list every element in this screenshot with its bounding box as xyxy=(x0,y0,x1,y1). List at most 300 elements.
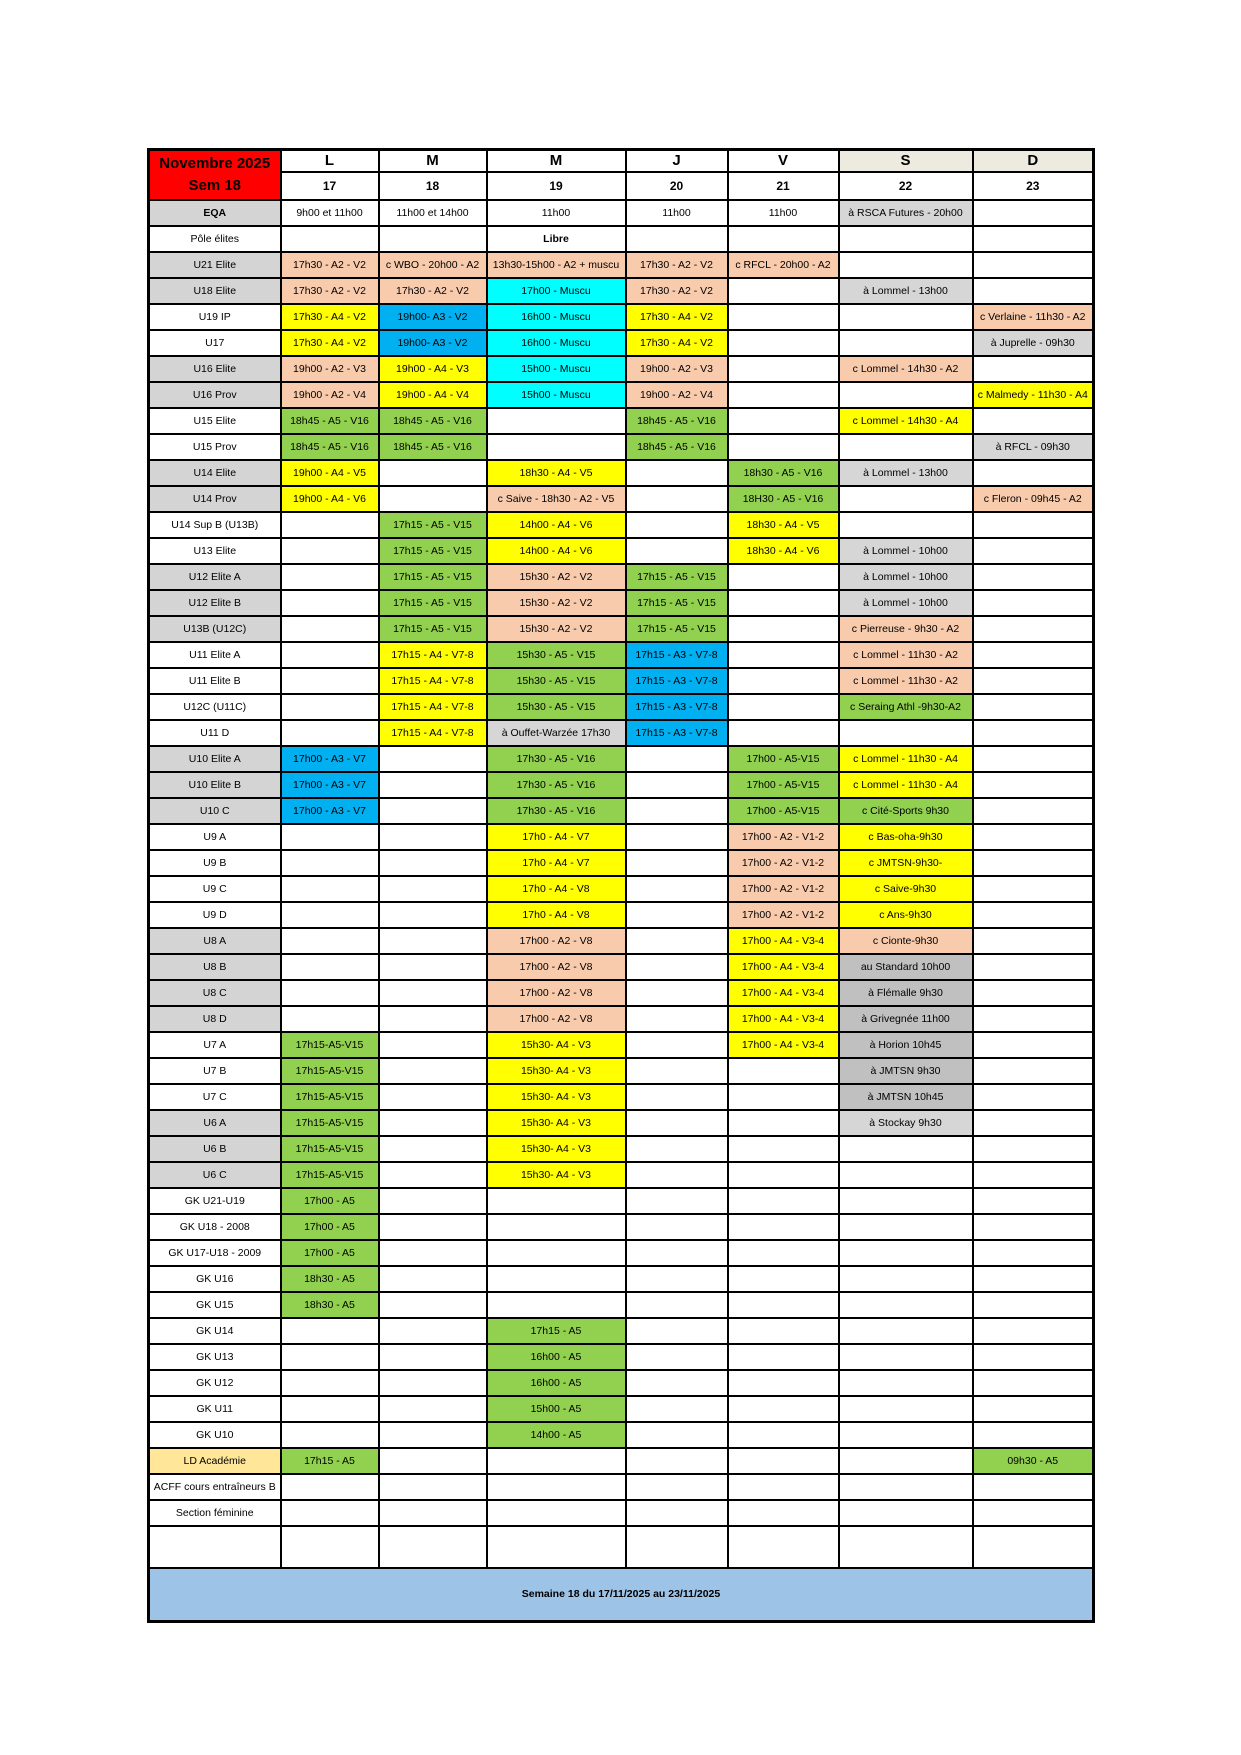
schedule-cell xyxy=(728,1292,839,1318)
schedule-cell xyxy=(626,798,728,824)
schedule-cell: c Lommel - 14h30 - A2 xyxy=(839,356,973,382)
schedule-cell: 19h00- A3 - V2 xyxy=(379,304,487,330)
schedule-cell xyxy=(728,1058,839,1084)
schedule-cell: c Saive-9h30 xyxy=(839,876,973,902)
schedule-cell: 18h30 - A5 xyxy=(281,1292,379,1318)
schedule-cell xyxy=(973,538,1094,564)
row-label: U10 Elite A xyxy=(149,746,281,772)
schedule-cell: 17h00 - A5-V15 xyxy=(728,746,839,772)
schedule-cell xyxy=(379,1240,487,1266)
schedule-cell xyxy=(626,1110,728,1136)
schedule-cell xyxy=(839,304,973,330)
schedule-row xyxy=(149,382,1094,408)
schedule-cell: 11h00 xyxy=(487,200,626,226)
row-label: U11 Elite A xyxy=(149,642,281,668)
schedule-cell xyxy=(839,512,973,538)
day-number-cell: 18 xyxy=(379,172,487,200)
schedule-cell: 17h00 - A2 - V8 xyxy=(487,980,626,1006)
schedule-row xyxy=(149,1110,1094,1136)
schedule-cell xyxy=(728,720,839,746)
schedule-cell xyxy=(973,1214,1094,1240)
schedule-row xyxy=(149,564,1094,590)
row-label: U9 C xyxy=(149,876,281,902)
schedule-cell xyxy=(973,694,1094,720)
day-number-cell: 22 xyxy=(839,172,973,200)
schedule-cell xyxy=(973,1422,1094,1448)
schedule-cell: c Lommel - 11h30 - A2 xyxy=(839,668,973,694)
schedule-cell xyxy=(379,1266,487,1292)
schedule-cell: 17h15 - A3 - V7-8 xyxy=(626,694,728,720)
schedule-cell xyxy=(626,1500,728,1526)
row-label: U16 Elite xyxy=(149,356,281,382)
schedule-row xyxy=(149,512,1094,538)
schedule-cell xyxy=(626,1032,728,1058)
schedule-cell: 15h00 - Muscu xyxy=(487,382,626,408)
schedule-cell xyxy=(839,1162,973,1188)
schedule-cell: 13h30-15h00 - A2 + muscu xyxy=(487,252,626,278)
schedule-cell: 17h15-A5-V15 xyxy=(281,1136,379,1162)
schedule-header xyxy=(149,150,1094,200)
schedule-row xyxy=(149,1292,1094,1318)
schedule-cell: 17h00 - A2 - V1-2 xyxy=(728,902,839,928)
schedule-cell xyxy=(973,928,1094,954)
schedule-cell xyxy=(281,928,379,954)
schedule-row xyxy=(149,330,1094,356)
schedule-cell xyxy=(626,1006,728,1032)
schedule-cell xyxy=(626,1240,728,1266)
schedule-row xyxy=(149,1500,1094,1526)
schedule-row xyxy=(149,1448,1094,1474)
schedule-cell xyxy=(839,1474,973,1500)
schedule-cell: à Grivegnée 11h00 xyxy=(839,1006,973,1032)
schedule-cell xyxy=(973,616,1094,642)
row-label: U9 D xyxy=(149,902,281,928)
schedule-cell: 17h15 - A5 - V15 xyxy=(379,512,487,538)
row-label: U10 Elite B xyxy=(149,772,281,798)
schedule-cell xyxy=(487,1474,626,1500)
schedule-cell xyxy=(626,1058,728,1084)
schedule-cell: 15h30- A4 - V3 xyxy=(487,1110,626,1136)
schedule-cell xyxy=(728,1318,839,1344)
schedule-cell xyxy=(626,1292,728,1318)
schedule-cell xyxy=(728,642,839,668)
schedule-cell xyxy=(379,850,487,876)
row-label: U11 D xyxy=(149,720,281,746)
schedule-cell: c Bas-oha-9h30 xyxy=(839,824,973,850)
schedule-cell: à Flémalle 9h30 xyxy=(839,980,973,1006)
schedule-cell: à JMTSN 9h30 xyxy=(839,1058,973,1084)
row-label: U8 D xyxy=(149,1006,281,1032)
schedule-cell xyxy=(728,304,839,330)
schedule-cell: 16h00 - A5 xyxy=(487,1370,626,1396)
schedule-cell xyxy=(379,1500,487,1526)
schedule-cell xyxy=(379,1396,487,1422)
schedule-cell: 18h30 - A5 xyxy=(281,1266,379,1292)
schedule-cell xyxy=(379,226,487,252)
schedule-cell xyxy=(626,1396,728,1422)
schedule-cell xyxy=(626,980,728,1006)
schedule-cell xyxy=(626,460,728,486)
schedule-cell xyxy=(487,1292,626,1318)
schedule-cell xyxy=(839,1136,973,1162)
schedule-cell: à Lommel - 13h00 xyxy=(839,460,973,486)
schedule-cell: 17h00 - A4 - V3-4 xyxy=(728,980,839,1006)
schedule-cell xyxy=(973,1110,1094,1136)
schedule-cell: 17h30 - A2 - V2 xyxy=(626,278,728,304)
schedule-row xyxy=(149,1188,1094,1214)
schedule-cell: 17h15 - A5 - V15 xyxy=(626,590,728,616)
schedule-cell: 18h45 - A5 - V16 xyxy=(281,434,379,460)
schedule-cell: à Horion 10h45 xyxy=(839,1032,973,1058)
schedule-cell xyxy=(973,824,1094,850)
row-label: GK U18 - 2008 xyxy=(149,1214,281,1240)
schedule-cell xyxy=(281,1006,379,1032)
schedule-cell xyxy=(379,1110,487,1136)
schedule-cell xyxy=(626,772,728,798)
schedule-cell: à Lommel - 10h00 xyxy=(839,590,973,616)
month-week-title xyxy=(149,150,281,200)
row-label: GK U16 xyxy=(149,1266,281,1292)
day-letter-cell: M xyxy=(379,150,487,172)
row-label: U14 Elite xyxy=(149,460,281,486)
schedule-cell xyxy=(487,408,626,434)
schedule-row xyxy=(149,668,1094,694)
schedule-cell: 15h30- A4 - V3 xyxy=(487,1136,626,1162)
schedule-cell xyxy=(379,902,487,928)
schedule-table xyxy=(147,148,1095,1623)
schedule-cell: 17h15 - A4 - V7-8 xyxy=(379,642,487,668)
schedule-cell xyxy=(839,486,973,512)
row-label: GK U13 xyxy=(149,1344,281,1370)
schedule-cell xyxy=(281,642,379,668)
schedule-cell xyxy=(626,1526,728,1568)
schedule-cell xyxy=(626,1266,728,1292)
schedule-cell xyxy=(281,824,379,850)
schedule-cell: 17h15-A5-V15 xyxy=(281,1110,379,1136)
schedule-row xyxy=(149,1162,1094,1188)
row-label: U8 B xyxy=(149,954,281,980)
row-label: U19 IP xyxy=(149,304,281,330)
schedule-cell: 17h30 - A5 - V16 xyxy=(487,746,626,772)
schedule-cell xyxy=(626,850,728,876)
schedule-row xyxy=(149,902,1094,928)
schedule-cell xyxy=(728,694,839,720)
schedule-cell: 19h00 - A2 - V3 xyxy=(626,356,728,382)
schedule-cell: 17h0 - A4 - V7 xyxy=(487,850,626,876)
schedule-cell: 17h00 - A3 - V7 xyxy=(281,798,379,824)
schedule-cell xyxy=(728,434,839,460)
schedule-cell xyxy=(839,1526,973,1568)
schedule-cell: 17h15 - A5 - V15 xyxy=(379,590,487,616)
schedule-cell xyxy=(379,1370,487,1396)
schedule-cell: 17h00 - A5-V15 xyxy=(728,772,839,798)
schedule-cell: c Cité-Sports 9h30 xyxy=(839,798,973,824)
schedule-cell xyxy=(281,720,379,746)
schedule-cell: 17h15-A5-V15 xyxy=(281,1162,379,1188)
schedule-cell xyxy=(728,1344,839,1370)
schedule-cell: 17h00 - Muscu xyxy=(487,278,626,304)
schedule-row xyxy=(149,616,1094,642)
schedule-cell: 18h45 - A5 - V16 xyxy=(281,408,379,434)
schedule-cell xyxy=(728,1136,839,1162)
schedule-cell xyxy=(973,1084,1094,1110)
schedule-cell: 15h30 - A5 - V15 xyxy=(487,668,626,694)
schedule-footer xyxy=(149,1568,1094,1622)
schedule-cell xyxy=(973,746,1094,772)
row-label: U12 Elite B xyxy=(149,590,281,616)
schedule-cell xyxy=(973,1006,1094,1032)
schedule-cell xyxy=(281,1526,379,1568)
schedule-row xyxy=(149,356,1094,382)
schedule-row xyxy=(149,1344,1094,1370)
schedule-cell xyxy=(379,1344,487,1370)
schedule-cell xyxy=(839,330,973,356)
schedule-cell xyxy=(728,1240,839,1266)
schedule-cell xyxy=(379,486,487,512)
schedule-row xyxy=(149,1006,1094,1032)
month-title: Novembre 2025 xyxy=(159,154,271,172)
schedule-cell: à RFCL - 09h30 xyxy=(973,434,1094,460)
schedule-cell xyxy=(728,356,839,382)
schedule-cell xyxy=(728,330,839,356)
schedule-cell xyxy=(973,226,1094,252)
schedule-cell xyxy=(973,460,1094,486)
day-number-cell: 20 xyxy=(626,172,728,200)
schedule-row xyxy=(149,538,1094,564)
schedule-cell xyxy=(626,1318,728,1344)
schedule-cell xyxy=(728,1474,839,1500)
schedule-cell xyxy=(839,1240,973,1266)
schedule-cell: 17h30 - A5 - V16 xyxy=(487,798,626,824)
schedule-cell xyxy=(487,1526,626,1568)
schedule-cell xyxy=(973,1032,1094,1058)
schedule-cell xyxy=(728,1162,839,1188)
schedule-cell: 17h00 - A5 xyxy=(281,1240,379,1266)
schedule-cell xyxy=(487,1188,626,1214)
schedule-cell: à Lommel - 10h00 xyxy=(839,538,973,564)
schedule-cell xyxy=(379,928,487,954)
schedule-cell xyxy=(626,1188,728,1214)
schedule-cell: 17h30 - A4 - V2 xyxy=(626,304,728,330)
schedule-cell xyxy=(626,876,728,902)
schedule-cell xyxy=(973,798,1094,824)
schedule-row xyxy=(149,1136,1094,1162)
header-letters-row xyxy=(149,150,1094,172)
schedule-cell xyxy=(379,798,487,824)
schedule-cell: à Juprelle - 09h30 xyxy=(973,330,1094,356)
schedule-cell: 17h0 - A4 - V7 xyxy=(487,824,626,850)
schedule-cell xyxy=(379,460,487,486)
schedule-cell: 19h00 - A4 - V5 xyxy=(281,460,379,486)
schedule-cell: 17h00 - A2 - V1-2 xyxy=(728,876,839,902)
row-label: U8 C xyxy=(149,980,281,1006)
row-label: GK U15 xyxy=(149,1292,281,1318)
schedule-cell xyxy=(379,1006,487,1032)
schedule-row xyxy=(149,1058,1094,1084)
schedule-cell xyxy=(973,876,1094,902)
schedule-cell xyxy=(839,720,973,746)
schedule-cell: c WBO - 20h00 - A2 xyxy=(379,252,487,278)
day-letter-cell: D xyxy=(973,150,1094,172)
schedule-cell: 15h30- A4 - V3 xyxy=(487,1084,626,1110)
banner-row xyxy=(149,1568,1094,1622)
schedule-cell: c Pierreuse - 9h30 - A2 xyxy=(839,616,973,642)
schedule-cell xyxy=(728,1396,839,1422)
schedule-cell xyxy=(379,1422,487,1448)
schedule-row xyxy=(149,980,1094,1006)
schedule-cell xyxy=(973,278,1094,304)
schedule-cell: à JMTSN 10h45 xyxy=(839,1084,973,1110)
schedule-cell: à Lommel - 10h00 xyxy=(839,564,973,590)
schedule-cell: c Fleron - 09h45 - A2 xyxy=(973,486,1094,512)
schedule-cell: 17h0 - A4 - V8 xyxy=(487,876,626,902)
schedule-cell xyxy=(626,538,728,564)
schedule-cell: 15h00 - Muscu xyxy=(487,356,626,382)
schedule-cell xyxy=(973,772,1094,798)
schedule-cell xyxy=(728,1214,839,1240)
schedule-cell: 14h00 - A4 - V6 xyxy=(487,512,626,538)
schedule-cell xyxy=(281,1474,379,1500)
row-label: GK U11 xyxy=(149,1396,281,1422)
row-label: GK U17-U18 - 2009 xyxy=(149,1240,281,1266)
row-label: U21 Elite xyxy=(149,252,281,278)
schedule-cell xyxy=(973,1396,1094,1422)
schedule-cell xyxy=(379,1188,487,1214)
day-letter-cell: M xyxy=(487,150,626,172)
schedule-cell: 17h15-A5-V15 xyxy=(281,1032,379,1058)
schedule-cell xyxy=(281,954,379,980)
schedule-cell xyxy=(973,512,1094,538)
row-label: GK U14 xyxy=(149,1318,281,1344)
schedule-cell: 17h15 - A5 xyxy=(281,1448,379,1474)
schedule-cell xyxy=(281,564,379,590)
schedule-cell xyxy=(973,1136,1094,1162)
schedule-cell: 16h00 - A5 xyxy=(487,1344,626,1370)
schedule-cell xyxy=(626,1136,728,1162)
schedule-cell: 17h15-A5-V15 xyxy=(281,1058,379,1084)
schedule-cell xyxy=(626,486,728,512)
schedule-cell: à Ouffet-Warzée 17h30 xyxy=(487,720,626,746)
schedule-cell xyxy=(973,1266,1094,1292)
row-label: EQA xyxy=(149,200,281,226)
schedule-cell xyxy=(973,954,1094,980)
row-label: ACFF cours entraîneurs B xyxy=(149,1474,281,1500)
schedule-cell: 17h00 - A2 - V8 xyxy=(487,1006,626,1032)
schedule-cell xyxy=(281,538,379,564)
schedule-cell xyxy=(728,1266,839,1292)
schedule-cell: à RSCA Futures - 20h00 xyxy=(839,200,973,226)
row-label: U14 Prov xyxy=(149,486,281,512)
schedule-cell xyxy=(379,1474,487,1500)
schedule-cell: 17h30 - A2 - V2 xyxy=(281,252,379,278)
schedule-cell xyxy=(379,1058,487,1084)
schedule-cell: 18h45 - A5 - V16 xyxy=(379,408,487,434)
schedule-cell xyxy=(973,668,1094,694)
schedule-cell xyxy=(973,564,1094,590)
schedule-cell xyxy=(379,1318,487,1344)
schedule-cell xyxy=(973,1474,1094,1500)
schedule-cell xyxy=(839,252,973,278)
schedule-cell: Libre xyxy=(487,226,626,252)
schedule-cell xyxy=(281,512,379,538)
row-label: U11 Elite B xyxy=(149,668,281,694)
schedule-cell xyxy=(626,1448,728,1474)
schedule-cell: 17h15 - A4 - V7-8 xyxy=(379,720,487,746)
schedule-cell xyxy=(839,226,973,252)
schedule-cell xyxy=(626,928,728,954)
schedule-cell xyxy=(626,512,728,538)
schedule-cell: 17h00 - A2 - V1-2 xyxy=(728,850,839,876)
schedule-cell xyxy=(281,1344,379,1370)
row-label xyxy=(149,1526,281,1568)
schedule-cell: 17h15 - A5 xyxy=(487,1318,626,1344)
schedule-cell xyxy=(487,1266,626,1292)
schedule-cell: 18H30 - A5 - V16 xyxy=(728,486,839,512)
schedule-cell xyxy=(379,1032,487,1058)
schedule-cell xyxy=(281,1500,379,1526)
schedule-cell: 18h45 - A5 - V16 xyxy=(626,434,728,460)
schedule-cell: 17h15 - A5 - V15 xyxy=(379,564,487,590)
schedule-cell xyxy=(839,1422,973,1448)
schedule-cell xyxy=(281,590,379,616)
row-label: U14 Sup B (U13B) xyxy=(149,512,281,538)
schedule-cell xyxy=(281,902,379,928)
schedule-cell xyxy=(379,1214,487,1240)
schedule-cell: c Malmedy - 11h30 - A4 xyxy=(973,382,1094,408)
schedule-cell xyxy=(379,876,487,902)
schedule-cell: 18h45 - A5 - V16 xyxy=(626,408,728,434)
schedule-cell: 18h30 - A4 - V5 xyxy=(487,460,626,486)
schedule-cell xyxy=(379,1136,487,1162)
schedule-cell: 17h00 - A2 - V8 xyxy=(487,954,626,980)
row-label: U10 C xyxy=(149,798,281,824)
schedule-cell xyxy=(626,1344,728,1370)
schedule-cell xyxy=(626,1214,728,1240)
schedule-cell: 19h00- A3 - V2 xyxy=(379,330,487,356)
schedule-cell: 17h15 - A4 - V7-8 xyxy=(379,694,487,720)
schedule-cell xyxy=(626,1370,728,1396)
schedule-cell xyxy=(281,1396,379,1422)
schedule-cell: 16h00 - Muscu xyxy=(487,304,626,330)
schedule-cell xyxy=(281,668,379,694)
schedule-cell xyxy=(973,1058,1094,1084)
schedule-row xyxy=(149,434,1094,460)
schedule-row xyxy=(149,876,1094,902)
schedule-cell xyxy=(728,564,839,590)
schedule-cell: 17h15 - A5 - V15 xyxy=(379,616,487,642)
schedule-cell xyxy=(379,1084,487,1110)
row-label: U15 Prov xyxy=(149,434,281,460)
schedule-cell xyxy=(487,1500,626,1526)
schedule-cell xyxy=(839,382,973,408)
schedule-cell: 17h30 - A4 - V2 xyxy=(281,304,379,330)
schedule-cell xyxy=(973,1188,1094,1214)
schedule-cell xyxy=(973,590,1094,616)
schedule-row xyxy=(149,694,1094,720)
schedule-cell: 17h00 - A4 - V3-4 xyxy=(728,1032,839,1058)
schedule-row xyxy=(149,1422,1094,1448)
schedule-cell: 19h00 - A4 - V4 xyxy=(379,382,487,408)
schedule-cell xyxy=(281,876,379,902)
row-label: U17 xyxy=(149,330,281,356)
schedule-cell: 18h45 - A5 - V16 xyxy=(379,434,487,460)
row-label: Section féminine xyxy=(149,1500,281,1526)
schedule-cell xyxy=(626,824,728,850)
schedule-cell xyxy=(973,642,1094,668)
schedule-row xyxy=(149,252,1094,278)
schedule-cell xyxy=(839,1370,973,1396)
schedule-row xyxy=(149,226,1094,252)
